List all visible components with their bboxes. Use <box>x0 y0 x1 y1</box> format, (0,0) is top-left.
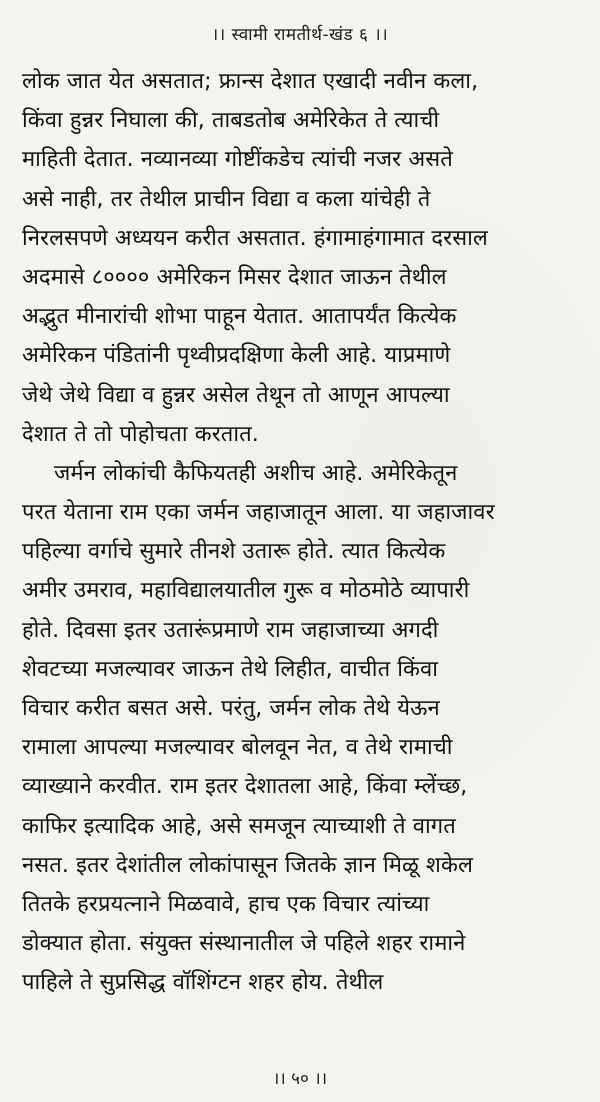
text-line: देशात ते तो पोहोचता करतात. <box>22 421 259 447</box>
text-line: लोक जात येत असतात; फ्रान्स देशात एखादी नवीन कला, <box>22 69 479 94</box>
text-line: विचार करीत बसत असे. परंतु, जर्मन लोक तेथे येऊन <box>22 696 440 721</box>
text-line: अमेरिकन पंडितांनी पृथ्वीप्रदक्षिणा केली आहे. याप्रमाणे <box>22 343 451 369</box>
page-number: ।। ५० ।। <box>272 1069 328 1089</box>
text-line: डोक्यात होता. संयुक्त संस्थानातील जे पहिले शहर रामाने <box>22 931 466 957</box>
running-header: ।। स्वामी रामतीर्थ-खंड ६ ।। <box>211 25 389 45</box>
text-line: पाहिले ते सुप्रसिद्ध वॉशिंग्टन शहर होय. तेथील <box>22 970 384 996</box>
text-line: अद्भुत मीनारांची शोभा पाहून येतात. आतापर्यंत कित्येक <box>22 304 457 330</box>
text-line: रामाला आपल्या मजल्यावर बोलवून नेत, व तेथे रामाची <box>22 735 453 761</box>
paragraph-start-line: जर्मन लोकांची कैफियतही अशीच आहे. अमेरिकेतून <box>54 460 458 486</box>
text-line: अमीर उमराव, महाविद्यालयातील गुरू व मोठमोठे व्यापारी <box>22 578 470 604</box>
text-line: माहिती देतात. नव्यानव्या गोष्टींकडेच त्यांची नजर असते <box>22 147 453 173</box>
text-line: निरलसपणे अध्ययन करीत असतात. हंगामाहंगामात दरसाल <box>22 225 488 251</box>
text-line: तितके हरप्रयत्नाने मिळवावे, हाच एक विचार त्यांच्या <box>22 891 430 917</box>
text-line: नसत. इतर देशांतील लोकांपासून जितके ज्ञान मिळू शकेल <box>22 852 474 878</box>
text-line: परत येताना राम एका जर्मन जहाजातून आला. या जहाजावर <box>22 500 495 526</box>
text-line: होते. दिवसा इतर उतारूंप्रमाणे राम जहाजाच्या अगदी <box>22 617 439 643</box>
text-line: किंवा हुन्नर निघाला की, ताबडतोब अमेरिकेत ते त्याची <box>22 108 440 134</box>
text-line: जेथे जेथे विद्या व हुन्नर असेल तेथून तो आणून आपल्या <box>22 382 450 408</box>
text-line: शेवटच्या मजल्यावर जाऊन तेथे लिहीत, वाचीत किंवा <box>22 656 439 682</box>
text-line: व्याख्याने करवीत. राम इतर देशातला आहे, किंवा म्लेंच्छ, <box>22 774 468 800</box>
text-line: असे नाही, तर तेथील प्राचीन विद्या व कला यांचेही ते <box>22 186 431 212</box>
text-line: अदमासे ८०००० अमेरिकन मिसर देशात जाऊन तेथील <box>22 264 447 290</box>
text-line: पहिल्या वर्गाचे सुमारे तीनशे उतारू होते. त्यात कित्येक <box>22 539 446 565</box>
page-body <box>22 62 582 1003</box>
text-line: काफिर इत्यादिक आहे, असे समजून त्याच्याशी ते वागत <box>22 813 456 839</box>
